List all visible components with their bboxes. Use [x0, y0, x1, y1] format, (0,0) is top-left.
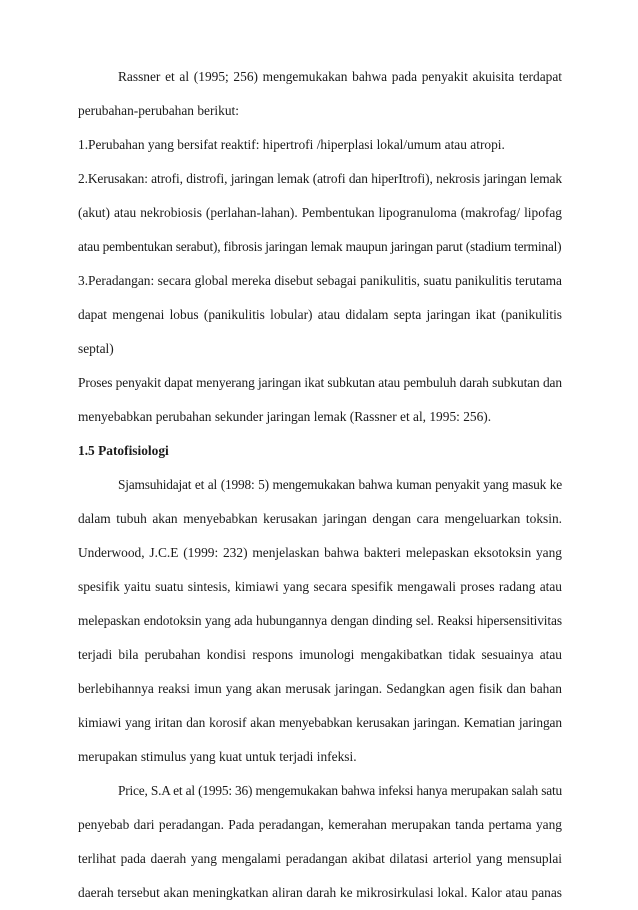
text-line: kimiawi yang iritan dan korosif akan menyebabkan kerusakan jaringan. Kematian jaringan [78, 715, 562, 730]
text-line: spesifik yaitu suatu sintesis, kimiawi yang secara spesifik mengawali proses radang atau [78, 579, 562, 594]
text-line: melepaskan endotoksin yang ada hubungannya dengan dinding sel. Reaksi hipersensitivitas [78, 613, 562, 628]
text-line: Underwood, J.C.E (1999: 232) menjelaskan bahwa bakteri melepaskan eksotoksin yang [78, 545, 562, 560]
text-line: terjadi bila perubahan kondisi respons imunologi mengakibatkan tidak sesuainya atau [78, 647, 562, 662]
text-line: dalam tubuh akan menyebabkan kerusakan jaringan dengan cara mengeluarkan toksin. [78, 511, 562, 526]
list-item: 1.Perubahan yang bersifat reaktif: hipertrofi /hiperplasi lokal/umum atau atropi. [78, 137, 505, 152]
text-line: berlebihannya reaksi imun yang akan merusak jaringan. Sedangkan agen fisik dan bahan [78, 681, 562, 696]
list-item: 2.Kerusakan: atrofi, distrofi, jaringan lemak (atrofi dan hiperItrofi), nekrosis jaringan lemak [78, 171, 562, 186]
text-line: daerah tersebut akan meningkatkan aliran darah ke mikrosirkulasi lokal. Kalor atau panas [78, 885, 562, 900]
section-heading: 1.5 Patofisiologi [78, 443, 169, 458]
text-line: dapat mengenai lobus (panikulitis lobular) atau didalam septa jaringan ikat (panikulitis [78, 307, 562, 322]
text-line: septal) [78, 341, 114, 356]
text-line: (akut) atau nekrobiosis (perlahan-lahan). Pembentukan lipogranuloma (makrofag/ lipofag [78, 205, 562, 220]
document-page [78, 60, 562, 910]
text-line: atau pembentukan serabut), fibrosis jaringan lemak maupun jaringan parut (stadium terminal) [78, 239, 562, 254]
text-line: merupakan stimulus yang kuat untuk terjadi infeksi. [78, 749, 357, 764]
text-line: menyebabkan perubahan sekunder jaringan lemak (Rassner et al, 1995: 256). [78, 409, 492, 424]
text-line: Sjamsuhidajat et al (1998: 5) mengemukakan bahwa kuman penyakit yang masuk ke [118, 477, 562, 492]
text-line: Proses penyakit dapat menyerang jaringan ikat subkutan atau pembuluh darah subkutan dan [78, 375, 562, 390]
text-line: Price, S.A et al (1995: 36) mengemukakan bahwa infeksi hanya merupakan salah satu [118, 783, 562, 798]
text-line: penyebab dari peradangan. Pada peradangan, kemerahan merupakan tanda pertama yang [78, 817, 562, 832]
list-item: 3.Peradangan: secara global mereka disebut sebagai panikulitis, suatu panikulitis terutama [78, 273, 562, 288]
text-line: perubahan-perubahan berikut: [78, 103, 239, 118]
text-line: terlihat pada daerah yang mengalami peradangan akibat dilatasi arteriol yang mensuplai [78, 851, 562, 866]
text-line: Rassner et al (1995; 256) mengemukakan bahwa pada penyakit akuisita terdapat [118, 69, 562, 84]
